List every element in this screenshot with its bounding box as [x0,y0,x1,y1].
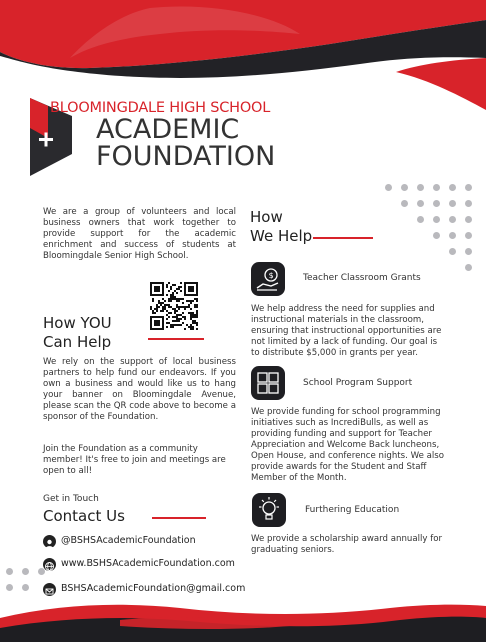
help-item-1-icon [251,262,285,296]
help-item-3-title: Furthering Education [305,505,400,515]
qr-code[interactable] [150,282,198,330]
decorative-dot [385,184,392,191]
decorative-dot [433,200,440,207]
decorative-dot [449,232,456,239]
title-line2: FOUNDATION [96,141,276,172]
help-item-2-title: School Program Support [303,378,413,388]
decorative-dot [417,184,424,191]
how-you-text2: Join the Foundation as a community member! It's free to join and meetings are open to all! [43,444,226,476]
decorative-dot [449,200,456,207]
decorative-dot [6,584,13,591]
decorative-dot [38,568,45,575]
decorative-dot [465,200,472,207]
help-item-1-title: Teacher Classroom Grants [303,273,421,283]
decorative-dot [449,184,456,191]
qr-underline [148,338,204,340]
how-we-help-heading-line1: How [250,208,283,226]
how-we-help-heading-line2: We Help [250,227,313,245]
decorative-dot [433,216,440,223]
help-item-2-text: We provide funding for school programming initiatives such as IncrediBulls, as well as providing funding and support for Teacher Appreciation and Welcome Back luncheons, Open House, and conference nights. We also provide awards for the Student and Staff Member of the Month. [251,407,444,483]
decorative-dot [465,248,472,255]
how-we-help-underline [313,237,373,239]
help-item-3-text: We provide a scholarship award annually for graduating seniors. [251,534,443,555]
contact-social[interactable]: @BSHSAcademicFoundation [61,535,196,546]
dot-pattern-bottom [0,560,60,600]
help-item-1-text: We help address the need for supplies and instructional materials in the classroom, ensuring that instructional opportunities are not limited by a lack of funding. Our goal is to distribute $5,000 in grants per year. [251,304,442,358]
how-you-heading-line1: How YOU [43,314,112,332]
decorative-dot [465,184,472,191]
how-you-heading-line2: Can Help [43,333,112,351]
decorative-dot [449,248,456,255]
contact-website[interactable]: www.BSHSAcademicFoundation.com [61,558,235,569]
decorative-dot [22,568,29,575]
svg-text:$: $ [268,271,274,280]
contact-heading: Contact Us [43,507,125,525]
help-item-3-icon [252,493,286,527]
decorative-dot [465,264,472,271]
decorative-dot [417,200,424,207]
decorative-dot [401,200,408,207]
decorative-dot [401,184,408,191]
decorative-dot [465,232,472,239]
school-name: BLOOMINGDALE HIGH SCHOOL [50,100,271,116]
help-item-2-icon [251,366,285,400]
user-icon [43,535,56,548]
decorative-dot [449,216,456,223]
contact-email[interactable]: BSHSAcademicFoundation@gmail.com [61,583,246,594]
decorative-dot [6,568,13,575]
decorative-dot [433,232,440,239]
intro-text: We are a group of volunteers and local business owners that work together to provide support for the academic enrichment and success of students at Bloomingdale Senior High School. [43,207,236,261]
decorative-dot [22,584,29,591]
how-you-text1: We rely on the support of local business partners to help fund our endeavors. If you own a business and would like us to hang your banner on Bloomingdale Avenue, please scan the QR code above to become a sponsor of the Foundation. [43,357,236,422]
title-line1: ACADEMIC [96,114,240,145]
decorative-dot [465,216,472,223]
bottom-wave-decoration [0,596,486,642]
decorative-dot [433,184,440,191]
decorative-dot [417,216,424,223]
contact-underline [152,517,206,519]
contact-kicker: Get in Touch [43,494,99,504]
